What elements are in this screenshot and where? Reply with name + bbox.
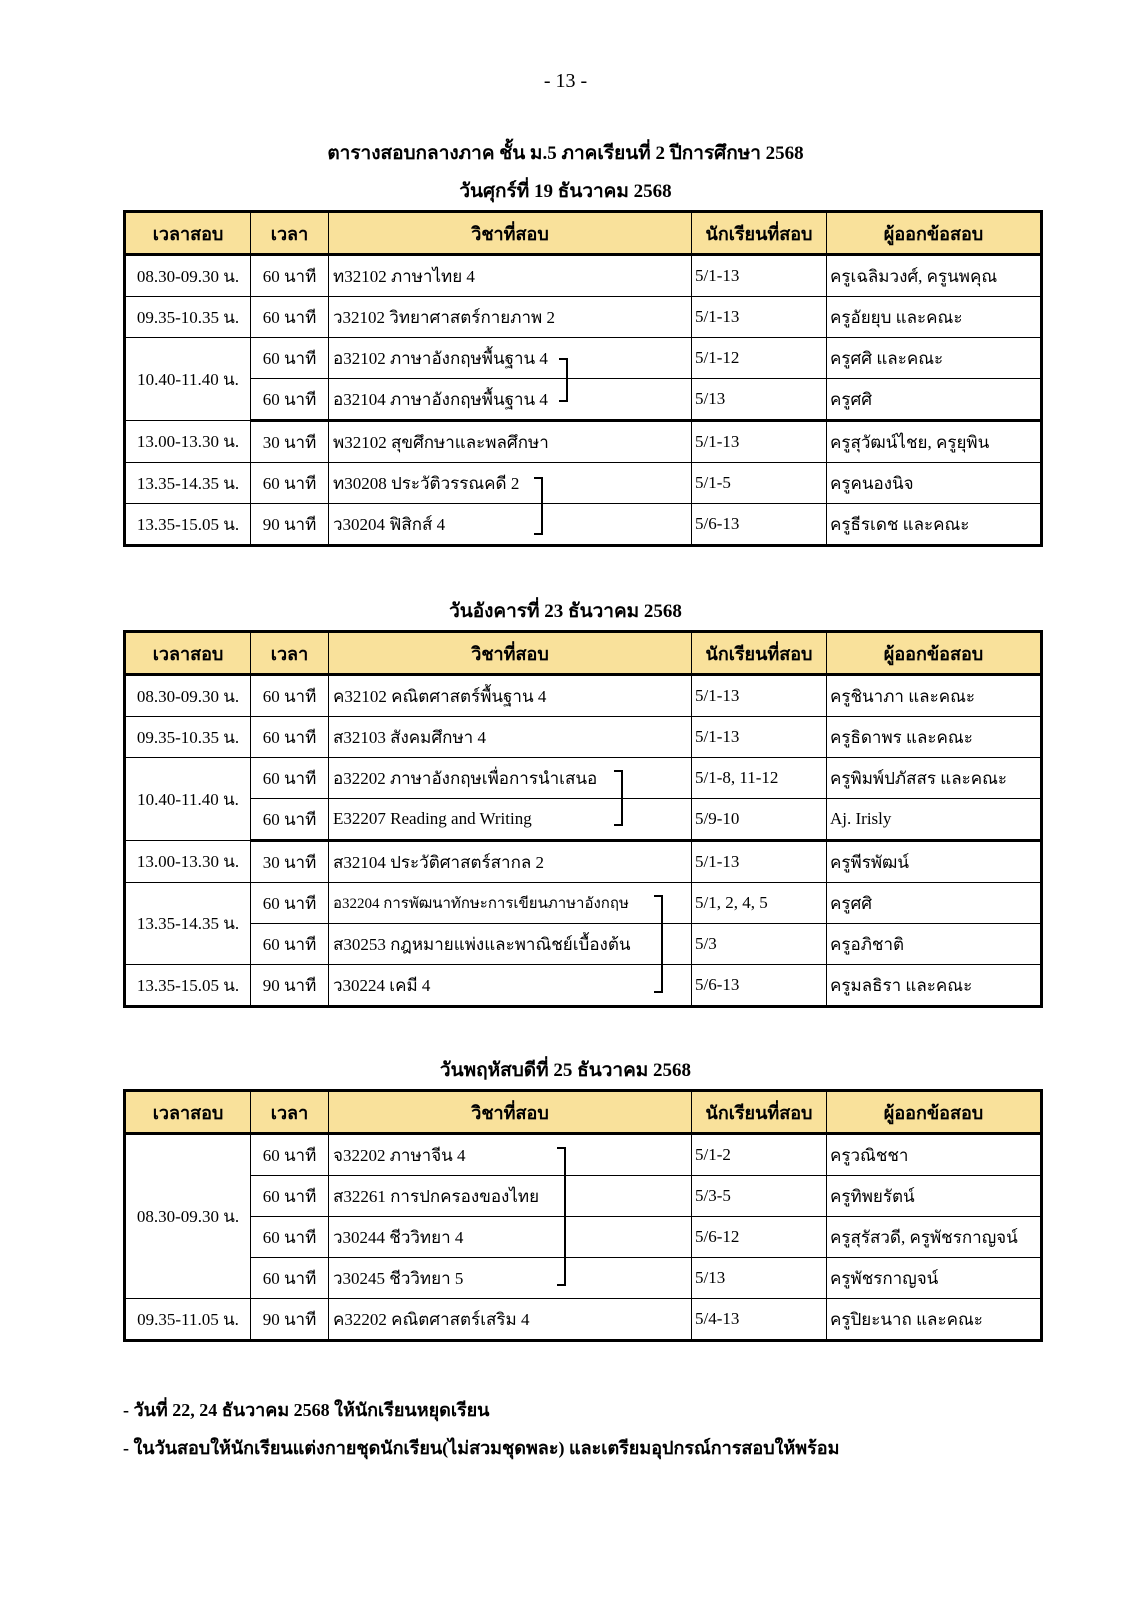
table-row (125, 1134, 1042, 1176)
column-header-subject: วิชาที่สอบ (329, 212, 692, 255)
exam-subject: ค32202 คณิตศาสตร์เสริม 4 (329, 1299, 692, 1341)
table-row (125, 1217, 1042, 1258)
exam-teacher: ครูมลธิรา และคณะ (827, 965, 1042, 1007)
exam-teacher: ครูพีรพัฒน์ (827, 841, 1042, 883)
column-header-slot: เวลาสอบ (125, 1091, 251, 1134)
table-row (125, 255, 1042, 297)
exam-slot: 10.40-11.40 น. (125, 758, 251, 841)
exam-subject: พ32102 สุขศึกษาและพลศึกษา (329, 421, 692, 463)
exam-classes: 5/1, 2, 4, 5 (692, 883, 827, 924)
exam-subject-text: จ32202 ภาษาจีน 4 (333, 1145, 466, 1165)
table-row (125, 421, 1042, 463)
table-row (125, 379, 1042, 421)
table-header-row (125, 1091, 1042, 1134)
exam-subject: ว32102 วิทยาศาสตร์กายภาพ 2 (329, 297, 692, 338)
exam-subject-text: อ32202 ภาษาอังกฤษเพื่อการนำเสนอ (333, 768, 598, 788)
exam-slot: 08.30-09.30 น. (125, 1134, 251, 1299)
table-row (125, 924, 1042, 965)
exam-slot: 08.30-09.30 น. (125, 255, 251, 297)
table-row (125, 883, 1042, 924)
exam-duration: 30 นาที (251, 421, 329, 463)
exam-duration: 60 นาที (251, 758, 329, 799)
exam-duration: 60 นาที (251, 1134, 329, 1176)
column-header-subject: วิชาที่สอบ (329, 632, 692, 675)
table-row (125, 297, 1042, 338)
note-dress-code: - ในวันสอบให้นักเรียนแต่งกายชุดนักเรียน(ไม่สวมชุดพละ) และเตรียมอุปกรณ์การสอบให้พร้อม (123, 1438, 840, 1458)
exam-teacher: ครูธิดาพร และคณะ (827, 717, 1042, 758)
table-row (125, 1299, 1042, 1341)
exam-subject-text: ท30208 ประวัติวรรณคดี 2 (333, 473, 520, 493)
exam-slot: 10.40-11.40 น. (125, 338, 251, 421)
exam-slot: 13.35-15.05 น. (125, 504, 251, 546)
exam-teacher: ครูศศิ (827, 379, 1042, 421)
exam-slot: 09.35-10.35 น. (125, 297, 251, 338)
table-row (125, 758, 1042, 799)
exam-duration: 60 นาที (251, 924, 329, 965)
exam-classes: 5/13 (692, 1258, 827, 1299)
exam-subject (329, 338, 692, 379)
exam-duration: 60 นาที (251, 379, 329, 421)
exam-classes: 5/1-13 (692, 255, 827, 297)
exam-classes: 5/6-13 (692, 504, 827, 546)
exam-subject: ส32261 การปกครองของไทย (329, 1176, 692, 1217)
table-row (125, 717, 1042, 758)
table-row (125, 463, 1042, 504)
table-row (125, 675, 1042, 717)
column-header-slot: เวลาสอบ (125, 632, 251, 675)
exam-classes: 5/1-8, 11-12 (692, 758, 827, 799)
exam-duration: 60 นาที (251, 1176, 329, 1217)
exam-slot: 13.00-13.30 น. (125, 421, 251, 463)
exam-slot: 09.35-10.35 น. (125, 717, 251, 758)
exam-subject-text: อ32204 การพัฒนาทักษะการเขียนภาษาอังกฤษ (333, 896, 629, 912)
exam-teacher: ครูพัชรกาญจน์ (827, 1258, 1042, 1299)
document-title: ตารางสอบกลางภาค ชั้น ม.5 ภาคเรียนที่ 2 ปีการศึกษา 2568 (327, 143, 804, 164)
exam-subject: ว30244 ชีววิทยา 4 (329, 1217, 692, 1258)
column-header-slot: เวลาสอบ (125, 212, 251, 255)
exam-subject (329, 883, 692, 924)
table-row (125, 338, 1042, 379)
note-holiday: - วันที่ 22, 24 ธันวาคม 2568 ให้นักเรียนหยุดเรียน (123, 1400, 490, 1420)
exam-classes: 5/6-13 (692, 965, 827, 1007)
exam-duration: 60 นาที (251, 1258, 329, 1299)
exam-subject: อ32104 ภาษาอังกฤษพื้นฐาน 4 (329, 379, 692, 421)
exam-classes: 5/1-13 (692, 841, 827, 883)
exam-teacher: ครูสุรัสวดี, ครูพัชรกาญจน์ (827, 1217, 1042, 1258)
column-header-classes: นักเรียนที่สอบ (692, 212, 827, 255)
table-row (125, 799, 1042, 841)
table-row (125, 1258, 1042, 1299)
exam-classes: 5/1-13 (692, 717, 827, 758)
exam-duration: 60 นาที (251, 255, 329, 297)
exam-duration: 60 นาที (251, 717, 329, 758)
column-header-duration: เวลา (251, 1091, 329, 1134)
exam-slot: 13.35-15.05 น. (125, 965, 251, 1007)
exam-subject (329, 1134, 692, 1176)
table-row (125, 965, 1042, 1007)
exam-teacher: ครูธีรเดช และคณะ (827, 504, 1042, 546)
exam-subject: E32207 Reading and Writing (329, 799, 692, 841)
exam-subject: ส32103 สังคมศึกษา 4 (329, 717, 692, 758)
exam-teacher: ครูปิยะนาถ และคณะ (827, 1299, 1042, 1341)
exam-subject: ส30253 กฎหมายแพ่งและพาณิชย์เบื้องต้น (329, 924, 692, 965)
exam-subject (329, 463, 692, 504)
exam-duration: 90 นาที (251, 1299, 329, 1341)
exam-duration: 60 นาที (251, 338, 329, 379)
exam-duration: 60 นาที (251, 675, 329, 717)
column-header-teacher: ผู้ออกข้อสอบ (827, 1091, 1042, 1134)
table-header-row (125, 632, 1042, 675)
exam-subject: ว30245 ชีววิทยา 5 (329, 1258, 692, 1299)
exam-classes: 5/3-5 (692, 1176, 827, 1217)
table-row (125, 1176, 1042, 1217)
table-row (125, 841, 1042, 883)
exam-classes: 5/1-13 (692, 421, 827, 463)
column-header-classes: นักเรียนที่สอบ (692, 632, 827, 675)
exam-subject: ค32102 คณิตศาสตร์พื้นฐาน 4 (329, 675, 692, 717)
exam-classes: 5/1-12 (692, 338, 827, 379)
exam-teacher: ครูคนองนิจ (827, 463, 1042, 504)
page-number: - 13 - (543, 70, 588, 92)
exam-teacher: ครูอัยยุบ และคณะ (827, 297, 1042, 338)
exam-teacher: ครูชินาภา และคณะ (827, 675, 1042, 717)
day-heading-2: วันอังคารที่ 23 ธันวาคม 2568 (449, 601, 682, 622)
column-header-teacher: ผู้ออกข้อสอบ (827, 212, 1042, 255)
exam-teacher: Aj. Irisly (827, 799, 1042, 841)
exam-classes: 5/9-10 (692, 799, 827, 841)
exam-duration: 60 นาที (251, 297, 329, 338)
exam-slot: 13.35-14.35 น. (125, 463, 251, 504)
exam-teacher: ครูเฉลิมวงศ์, ครูนพคุณ (827, 255, 1042, 297)
exam-duration: 60 นาที (251, 463, 329, 504)
day-heading-1: วันศุกร์ที่ 19 ธันวาคม 2568 (459, 181, 672, 202)
exam-duration: 60 นาที (251, 799, 329, 841)
exam-subject: ว30204 ฟิสิกส์ 4 (329, 504, 692, 546)
exam-teacher: ครูสุวัฒน์ไชย, ครูยุพิน (827, 421, 1042, 463)
exam-slot: 09.35-11.05 น. (125, 1299, 251, 1341)
exam-duration: 30 นาที (251, 841, 329, 883)
exam-table-day-1 (123, 210, 1043, 547)
exam-subject: ท32102 ภาษาไทย 4 (329, 255, 692, 297)
exam-duration: 60 นาที (251, 1217, 329, 1258)
exam-subject: ว30224 เคมี 4 (329, 965, 692, 1007)
exam-subject (329, 758, 692, 799)
exam-duration: 90 นาที (251, 504, 329, 546)
exam-classes: 5/3 (692, 924, 827, 965)
exam-teacher: ครูอภิชาติ (827, 924, 1042, 965)
exam-table-day-2 (123, 630, 1043, 1008)
exam-duration: 60 นาที (251, 883, 329, 924)
exam-classes: 5/6-12 (692, 1217, 827, 1258)
exam-teacher: ครูศศิ และคณะ (827, 338, 1042, 379)
table-header-row (125, 212, 1042, 255)
exam-teacher: ครูวณิชชา (827, 1134, 1042, 1176)
column-header-subject: วิชาที่สอบ (329, 1091, 692, 1134)
exam-teacher: ครูพิมพ์ปภัสสร และคณะ (827, 758, 1042, 799)
column-header-duration: เวลา (251, 212, 329, 255)
table-row (125, 504, 1042, 546)
exam-teacher: ครูทิพยรัตน์ (827, 1176, 1042, 1217)
exam-slot: 08.30-09.30 น. (125, 675, 251, 717)
exam-classes: 5/1-2 (692, 1134, 827, 1176)
exam-classes: 5/1-13 (692, 675, 827, 717)
exam-subject: ส32104 ประวัติศาสตร์สากล 2 (329, 841, 692, 883)
exam-classes: 5/13 (692, 379, 827, 421)
exam-table-day-3 (123, 1089, 1043, 1342)
exam-subject-text: อ32102 ภาษาอังกฤษพื้นฐาน 4 (333, 348, 548, 368)
exam-classes: 5/1-5 (692, 463, 827, 504)
exam-duration: 90 นาที (251, 965, 329, 1007)
exam-classes: 5/4-13 (692, 1299, 827, 1341)
exam-slot: 13.35-14.35 น. (125, 883, 251, 965)
column-header-classes: นักเรียนที่สอบ (692, 1091, 827, 1134)
exam-classes: 5/1-13 (692, 297, 827, 338)
exam-teacher: ครูศศิ (827, 883, 1042, 924)
exam-slot: 13.00-13.30 น. (125, 841, 251, 883)
day-heading-3: วันพฤหัสบดีที่ 25 ธันวาคม 2568 (439, 1060, 692, 1081)
column-header-teacher: ผู้ออกข้อสอบ (827, 632, 1042, 675)
column-header-duration: เวลา (251, 632, 329, 675)
